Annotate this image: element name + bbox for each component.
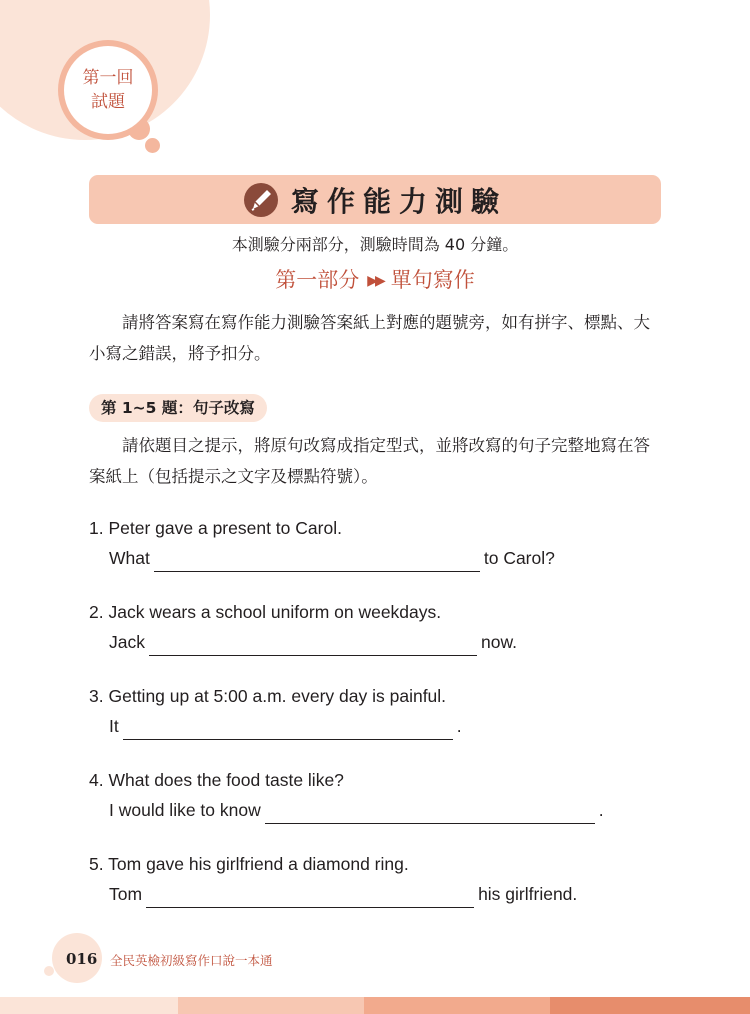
answer-prefix: I would like to know <box>109 800 261 820</box>
answer-prefix: Jack <box>109 632 145 652</box>
question-sentence: Getting up at 5:00 a.m. every day is painful. <box>108 686 447 706</box>
footer-stripe-3 <box>364 997 550 1014</box>
section-label: 第 1~5 題：句子改寫 <box>89 394 267 422</box>
answer-blank[interactable] <box>123 719 453 740</box>
answer-suffix: . <box>456 716 462 736</box>
answer-suffix: to Carol? <box>483 548 555 568</box>
answer-blank[interactable] <box>149 635 477 656</box>
question-number: 2. <box>89 602 104 622</box>
footer-stripe-1 <box>0 997 178 1014</box>
instructions: 請將答案寫在寫作能力測驗答案紙上對應的題號旁，如有拼字、標點、大小寫之錯誤，將予扣分。 <box>89 313 650 363</box>
answer-prefix: What <box>109 548 150 568</box>
answer-blank[interactable] <box>265 803 595 824</box>
page-number-dot <box>44 966 54 976</box>
page-number: 016 <box>66 950 98 968</box>
question-number: 5. <box>89 854 104 874</box>
answer-blank[interactable] <box>154 551 480 572</box>
footer-stripe-4 <box>550 997 750 1014</box>
test-duration-note: 本測驗分兩部分，測驗時間為 40 分鐘。 <box>231 235 519 254</box>
round-badge <box>64 46 152 134</box>
question-sentence: Peter gave a present to Carol. <box>108 518 342 538</box>
double-arrow-icon: ▶▶ <box>367 273 383 289</box>
question-sentence: What does the food taste like? <box>108 770 344 790</box>
book-title: 全民英檢初級寫作口說一本通 <box>110 953 273 968</box>
badge-dot-small <box>145 138 160 153</box>
answer-blank[interactable] <box>146 887 474 908</box>
question-5 <box>89 852 577 908</box>
question-number: 3. <box>89 686 104 706</box>
footer-stripe-2 <box>178 997 364 1014</box>
page-title: 寫作能力測驗 <box>290 184 507 218</box>
title-banner <box>89 175 661 224</box>
answer-suffix: . <box>598 800 604 820</box>
answer-suffix: his girlfriend. <box>478 884 578 904</box>
answer-prefix: Tom <box>109 884 143 904</box>
question-3 <box>89 684 462 740</box>
pen-icon <box>243 182 279 218</box>
badge-line2: 試題 <box>91 92 125 112</box>
answer-suffix: now. <box>480 632 517 652</box>
question-sentence: Jack wears a school uniform on weekdays. <box>108 602 442 622</box>
section-instructions: 請依題目之提示，將原句改寫成指定型式，並將改寫的句子完整地寫在答案紙上（包括提示之文字及標點符號）。 <box>89 436 650 486</box>
part-name: 單句寫作 <box>390 268 475 292</box>
badge-line1: 第一回 <box>82 68 134 88</box>
question-number: 1. <box>89 518 104 538</box>
answer-prefix: It <box>109 716 119 736</box>
question-4 <box>89 768 604 824</box>
part-heading <box>0 264 750 294</box>
question-2 <box>89 600 517 656</box>
part-label: 第一部分 <box>275 268 360 292</box>
question-1 <box>89 516 555 572</box>
question-number: 4. <box>89 770 104 790</box>
question-sentence: Tom gave his girlfriend a diamond ring. <box>108 854 409 874</box>
